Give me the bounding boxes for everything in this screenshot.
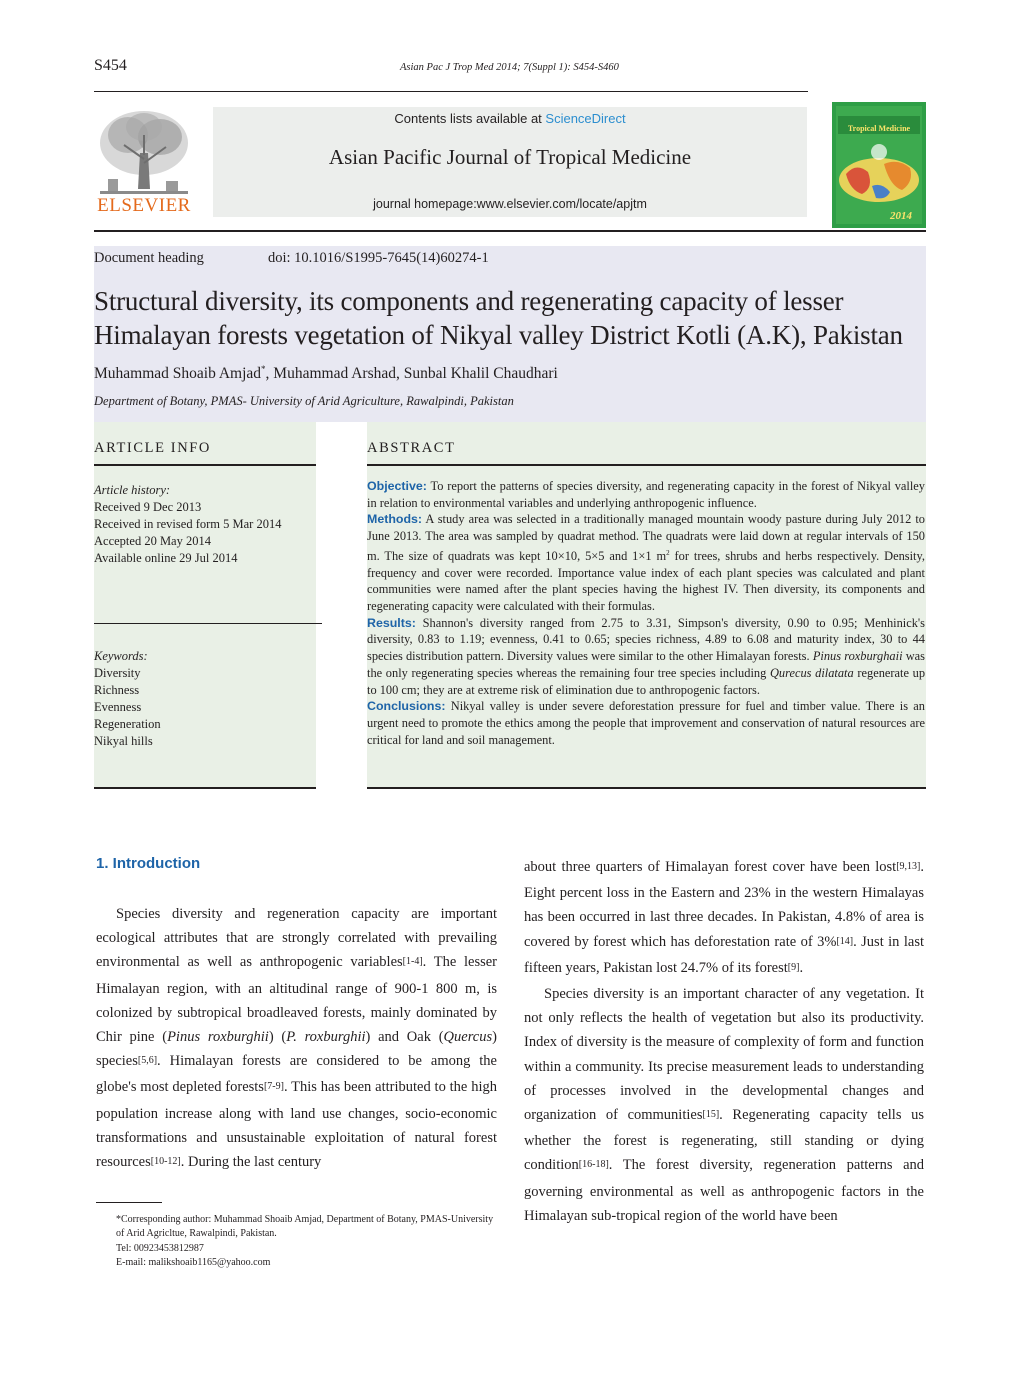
page-number: S454 — [94, 57, 127, 74]
body-column-left — [96, 855, 497, 1176]
results-text: was the only regenerating species whereas the remaining four tree species including — [367, 649, 926, 680]
species-name: Pinus roxburghii — [167, 1029, 269, 1046]
methods-text: A study area was selected in a traditionally managed mountain woody pasture during July 2012 to June 2013. The area was sampled by quadrat method. The quadrats were laid down at regular intervals of 150 m. The size of quadrats was kept 10×10, 5×5 and 1×1 m — [367, 512, 925, 563]
citation[interactable]: [9] — [787, 961, 800, 973]
text-run: . Eight percent loss in the Eastern and 23% in the western Himalayas has been occurred in last three decades. In Pakistan, 4.8% of area is covered by forest which has deforestation rate of 3% — [524, 859, 924, 950]
header-rule — [94, 91, 808, 92]
corresponding-footnote — [96, 1213, 498, 1271]
citation[interactable]: [14] — [836, 935, 854, 947]
journal-banner — [213, 107, 807, 217]
history-item: Received 9 Dec 2013 — [94, 500, 202, 514]
banner-rule — [94, 230, 926, 232]
keywords — [94, 648, 161, 750]
species-name: Qurecus dilatata — [769, 665, 854, 680]
cover-year: 2014 — [890, 210, 912, 222]
article-header — [94, 246, 926, 422]
text-run: ) ( — [268, 1029, 287, 1046]
running-head: Asian Pac J Trop Med 2014; 7(Suppl 1): S454-S460 — [400, 62, 619, 73]
citation[interactable]: [1-4] — [402, 956, 423, 968]
history-item: Available online 29 Jul 2014 — [94, 551, 238, 565]
article-history — [94, 482, 281, 567]
text-run: ) and Oak ( — [365, 1029, 444, 1046]
abstract-body — [367, 478, 925, 748]
methods-text: for trees, shrubs and herbs respectively. Density, frequency and cover were recorded. Importance value index of each plant species was calculated and plant communities were named after the plant species having the highest IV. Then diversity, its components and regenerating capacity were calculated with their formulas. — [367, 548, 925, 614]
sciencedirect-link[interactable]: ScienceDirect — [545, 111, 626, 126]
footnote-rule — [96, 1202, 162, 1203]
citation[interactable]: [7-9] — [263, 1081, 284, 1093]
citation[interactable]: [10-12] — [150, 1156, 181, 1168]
abstract-methods — [367, 511, 925, 614]
abstract-objective — [367, 478, 925, 511]
co-authors: , Muhammad Arshad, Sunbal Khalil Chaudhari — [265, 365, 558, 383]
email[interactable]: E-mail: malikshoaib1165@yahoo.com — [116, 1257, 271, 1269]
history-label: Article history: — [94, 483, 171, 497]
keyword: Nikyal hills — [94, 734, 153, 748]
journal-cover — [832, 102, 926, 228]
keyword: Evenness — [94, 700, 142, 714]
text-run: ) species — [96, 1029, 497, 1070]
abstract-heading: ABSTRACT — [367, 440, 456, 456]
text-run: . — [799, 959, 804, 976]
citation[interactable]: [5,6] — [137, 1055, 158, 1067]
citation[interactable]: [15] — [702, 1109, 720, 1121]
text-run: . Himalayan forests are considered to be among the globe's most depleted forests — [96, 1053, 497, 1096]
cover-title: Tropical Medicine — [847, 124, 911, 133]
methods-label: Methods: — [367, 512, 423, 527]
divider — [94, 464, 316, 466]
article-info-heading: ARTICLE INFO — [94, 440, 212, 456]
objective-label: Objective: — [367, 479, 427, 493]
conclusions-label: Conclusions: — [367, 699, 446, 714]
text-run: Species diversity is an important character of any vegetation. It not only reflects the health of vegetation but also its productivity. Index of diversity is the measure of complexity of form and function within a community. Its precise measurement leads to understanding of processes involved in the developmental changes and organization of communities — [524, 986, 924, 1124]
keyword: Diversity — [94, 666, 141, 680]
author-1: Muhammad Shoaib Amjad — [94, 365, 262, 383]
publisher-logo — [94, 105, 194, 217]
divider — [94, 787, 316, 789]
paragraph-continued — [524, 855, 924, 982]
keywords-label: Keywords: — [94, 649, 148, 663]
divider — [367, 787, 926, 789]
text-run: about three quarters of Himalayan forest cover have been lost — [524, 859, 897, 875]
contents-line — [213, 111, 807, 126]
publisher-wordmark: ELSEVIER — [97, 195, 191, 216]
history-item: Accepted 20 May 2014 — [94, 534, 211, 548]
citation[interactable]: [9,13] — [896, 861, 921, 872]
section-heading: 1. Introduction — [96, 855, 201, 872]
results-text: regenerate up to 100 cm; they are at extreme risk of elimination due to anthropogenic factors. — [367, 665, 926, 697]
corresponding-author: *Corresponding author: Muhammad Shoaib Amjad, Department of Botany, PMAS-University of Arid Agricltue, Rawalpindi, Pakistan. — [116, 1214, 494, 1240]
text-run: . This has been attributed to the high population increase along with land use changes, socio-economic transformations and unsustainable exploitation of natural forest resources — [96, 1079, 497, 1171]
affiliation: Department of Botany, PMAS- University of Arid Agriculture, Rawalpindi, Pakistan — [94, 394, 514, 408]
article-title: Structural diversity, its components and regenerating capacity of lesser Himalayan forests vegetation of Nikyal valley District Kotli (A.K), Pakistan — [94, 286, 903, 350]
abstract-panel — [367, 422, 926, 789]
document-heading: Document heading — [94, 250, 204, 266]
body-column-right — [524, 855, 924, 1228]
results-text: Shannon's diversity ranged from 2.75 to 3.31, Simpson's diversity, 0.90 to 0.95; Menhinick's diversity, 0.83 to 1.19; evenness, 0.41 to 0.65; species richness, 4.89 to 6.08 and maturity index, 30 to 44 species distribution pattern. Diversity values were similar to the other Himalayan forests. — [367, 615, 925, 664]
doi[interactable]: doi: 10.1016/S1995-7645(14)60274-1 — [268, 250, 489, 266]
paragraph — [524, 982, 924, 1228]
journal-name: Asian Pacific Journal of Tropical Medicine — [328, 145, 692, 169]
species-name: P. roxburghii — [286, 1029, 366, 1046]
abstract-results — [367, 615, 925, 699]
text-run: . Regenerating capacity tells us whether the forest is regenerating, still standing or dying condition — [524, 1107, 924, 1174]
text-run: . During the last century — [180, 1154, 322, 1171]
abstract-conclusions — [367, 698, 925, 748]
conclusions-text: Nikyal valley is under severe deforestation pressure for fuel and timber value. There is an urgent need to promote the ethics among the people that improvement and conservation of natural resources are critical for land and soil management. — [367, 699, 925, 747]
keyword: Richness — [94, 683, 140, 697]
authors — [94, 364, 558, 383]
journal-homepage[interactable]: journal homepage:www.elsevier.com/locate/apjtm — [373, 197, 647, 211]
results-label: Results: — [367, 615, 416, 630]
text-run: . Just in last fifteen years, Pakistan lost 24.7% of its forest — [524, 933, 924, 976]
paragraph — [96, 902, 497, 1176]
text-run: . The forest diversity, regeneration patterns and governing environmental as well as anthropogenic factors in the Himalayan sub-tropical region of the world have been — [524, 1157, 924, 1224]
divider — [367, 464, 926, 466]
keyword: Regeneration — [94, 717, 161, 731]
species-name: Pinus roxburghaii — [812, 649, 903, 664]
superscript: 2 — [666, 548, 670, 557]
article-info-panel — [94, 422, 316, 789]
divider — [94, 623, 322, 624]
telephone: Tel: 00923453812987 — [116, 1242, 204, 1254]
citation[interactable]: [16-18] — [578, 1159, 609, 1171]
objective-text: To report the patterns of species diversity, and regenerating capacity in the forest of Nikyal valley in relation to environmental variables and underlying anthropogenic influence. — [367, 479, 925, 510]
text-run: . The lesser Himalayan region, with an altitudinal range of 900-1 800 m, is colonized by subtropical broadleaved forests, mainly dominated by Chir pine ( — [96, 954, 497, 1046]
corresponding-mark: * — [261, 364, 266, 374]
contents-prefix: Contents lists available at — [394, 111, 546, 126]
history-item: Received in revised form 5 Mar 2014 — [94, 517, 282, 531]
species-name: Quercus — [443, 1029, 493, 1046]
text-run: Species diversity and regeneration capacity are important ecological attributes that are strongly correlated with prevailing environmental as well as anthropogenic variables — [96, 906, 497, 971]
